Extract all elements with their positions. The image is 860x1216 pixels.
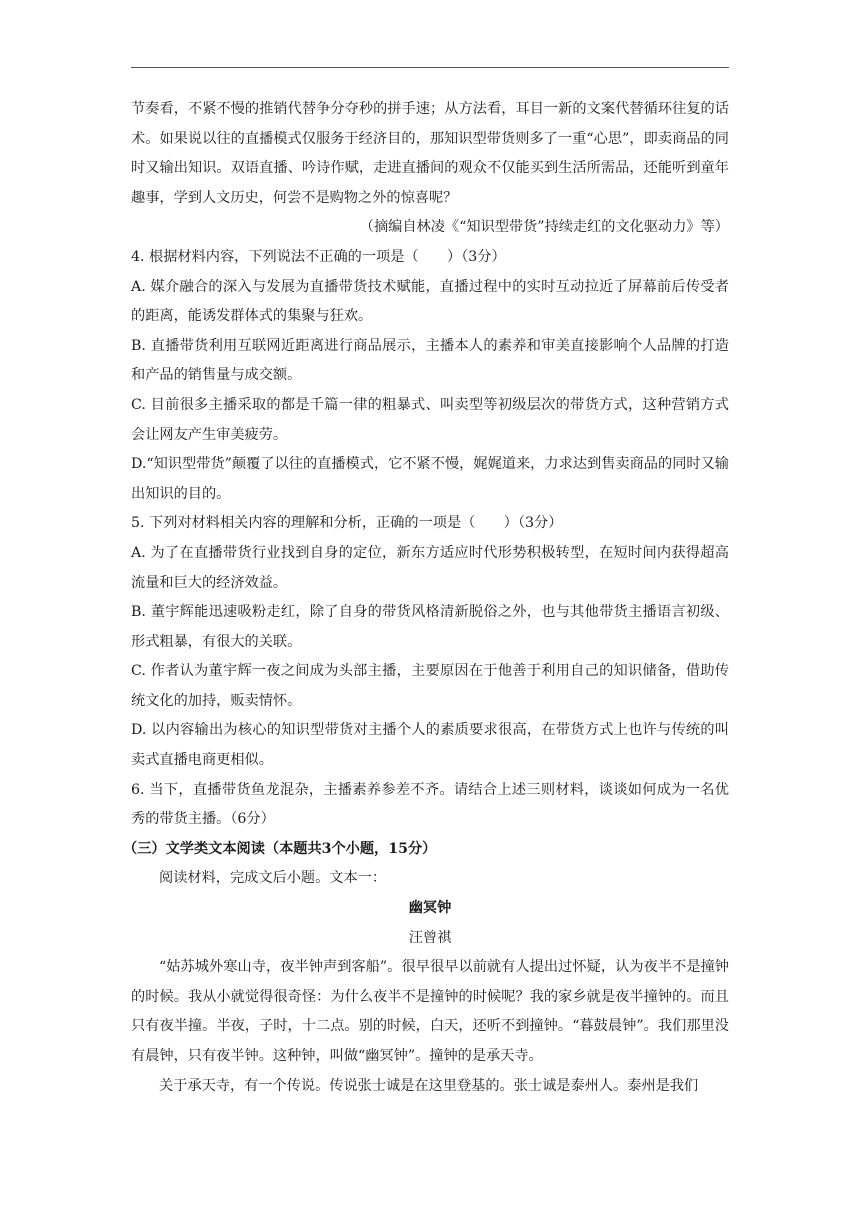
story-paragraph: 关于承天寺，有一个传说。传说张士诚是在这里登基的。张士诚是泰州人。泰州是我们 xyxy=(159,1077,699,1094)
question-4-stem: 4. 根据材料内容，下列说法不正确的一项是（ ）（3分） xyxy=(131,248,506,265)
story-paragraph: “姑苏城外寒山寺，夜半钟声到客船”。很早很早以前就有人提出过怀疑，认为夜半不是撞钟的时候。我从小就觉得很奇怪：为什么夜半不是撞钟的时候呢？我的家乡就是夜半撞钟的。而且只有夜半撞。半夜，子时，十二点。别的时候，白天，还听不到撞钟。“暮鼓晨钟”。我们那里没有晨钟，只有夜半钟。这种钟，叫做“幽冥钟”。撞钟的是承天寺。 xyxy=(131,959,729,1064)
question-5-option-d: D. 以内容输出为核心的知识型带货对主播个人的素质要求很高，在带货方式上也许与传统的叫卖式直播电商更相似。 xyxy=(131,722,729,769)
passage-paragraph: 节奏看，不紧不慢的推销代替争分夺秒的拼手速；从方法看，耳目一新的文案代替循环往复的话术。如果说以往的直播模式仅服务于经济目的，那知识型带货则多了一重“心思”，即卖商品的同时又输出知识。双语直播、吟诗作赋，走进直播间的观众不仅能买到生活所需品，还能听到童年趣事，学到人文历史，何尝不是购物之外的惊喜呢？ xyxy=(131,101,729,206)
source-citation: （摘编自林凌《“知识型带货”持续走红的文化驱动力》等） xyxy=(359,219,729,236)
reading-instruction: 阅读材料，完成文后小题。文本一： xyxy=(159,870,387,887)
question-5-stem: 5. 下列对材料相关内容的理解和分析，正确的一项是（ ）（3分） xyxy=(131,515,563,532)
document-body xyxy=(123,95,729,1101)
story-author: 汪曾祺 xyxy=(408,929,452,946)
question-4-option-c: C. 目前很多主播采取的都是千篇一律的粗暴式、叫卖型等初级层次的带货方式，这种营销方式会让网友产生审美疲劳。 xyxy=(131,396,729,443)
question-5-option-c: C. 作者认为董宇辉一夜之间成为头部主播，主要原因在于他善于利用自己的知识储备，借助传统文化的加持，贩卖情怀。 xyxy=(131,663,729,709)
question-4-option-a: A. 媒介融合的深入与发展为直播带货技术赋能，直播过程中的实时互动拉近了屏幕前后传受者的距离，能诱发群体式的集聚与狂欢。 xyxy=(131,278,729,325)
question-5-option-b: B. 董宇辉能迅速吸粉走红，除了自身的带货风格清新脱俗之外，也与其他带货主播语言初级、形式粗暴，有很大的关联。 xyxy=(131,604,729,650)
header-rule xyxy=(131,67,729,68)
question-4-option-b: B. 直播带货利用互联网近距离进行商品展示，主播本人的素养和审美直接影响个人品牌的打造和产品的销售量与成交额。 xyxy=(131,337,729,384)
section-heading: （三）文学类文本阅读（本题共3个小题，15分） xyxy=(123,840,437,857)
story-title: 幽冥钟 xyxy=(408,900,452,917)
question-6-stem: 6. 当下，直播带货鱼龙混杂，主播素养参差不齐。请结合上述三则材料，谈谈如何成为一名优秀的带货主播。（6分） xyxy=(131,781,729,828)
question-5-option-a: A. 为了在直播带货行业找到自身的定位，新东方适应时代形势积极转型，在短时间内获得超高流量和巨大的经济效益。 xyxy=(131,544,729,591)
question-4-option-d: D.“知识型带货”颠覆了以往的直播模式，它不紧不慢，娓娓道来，力求达到售卖商品的同时又输出知识的目的。 xyxy=(131,456,729,502)
